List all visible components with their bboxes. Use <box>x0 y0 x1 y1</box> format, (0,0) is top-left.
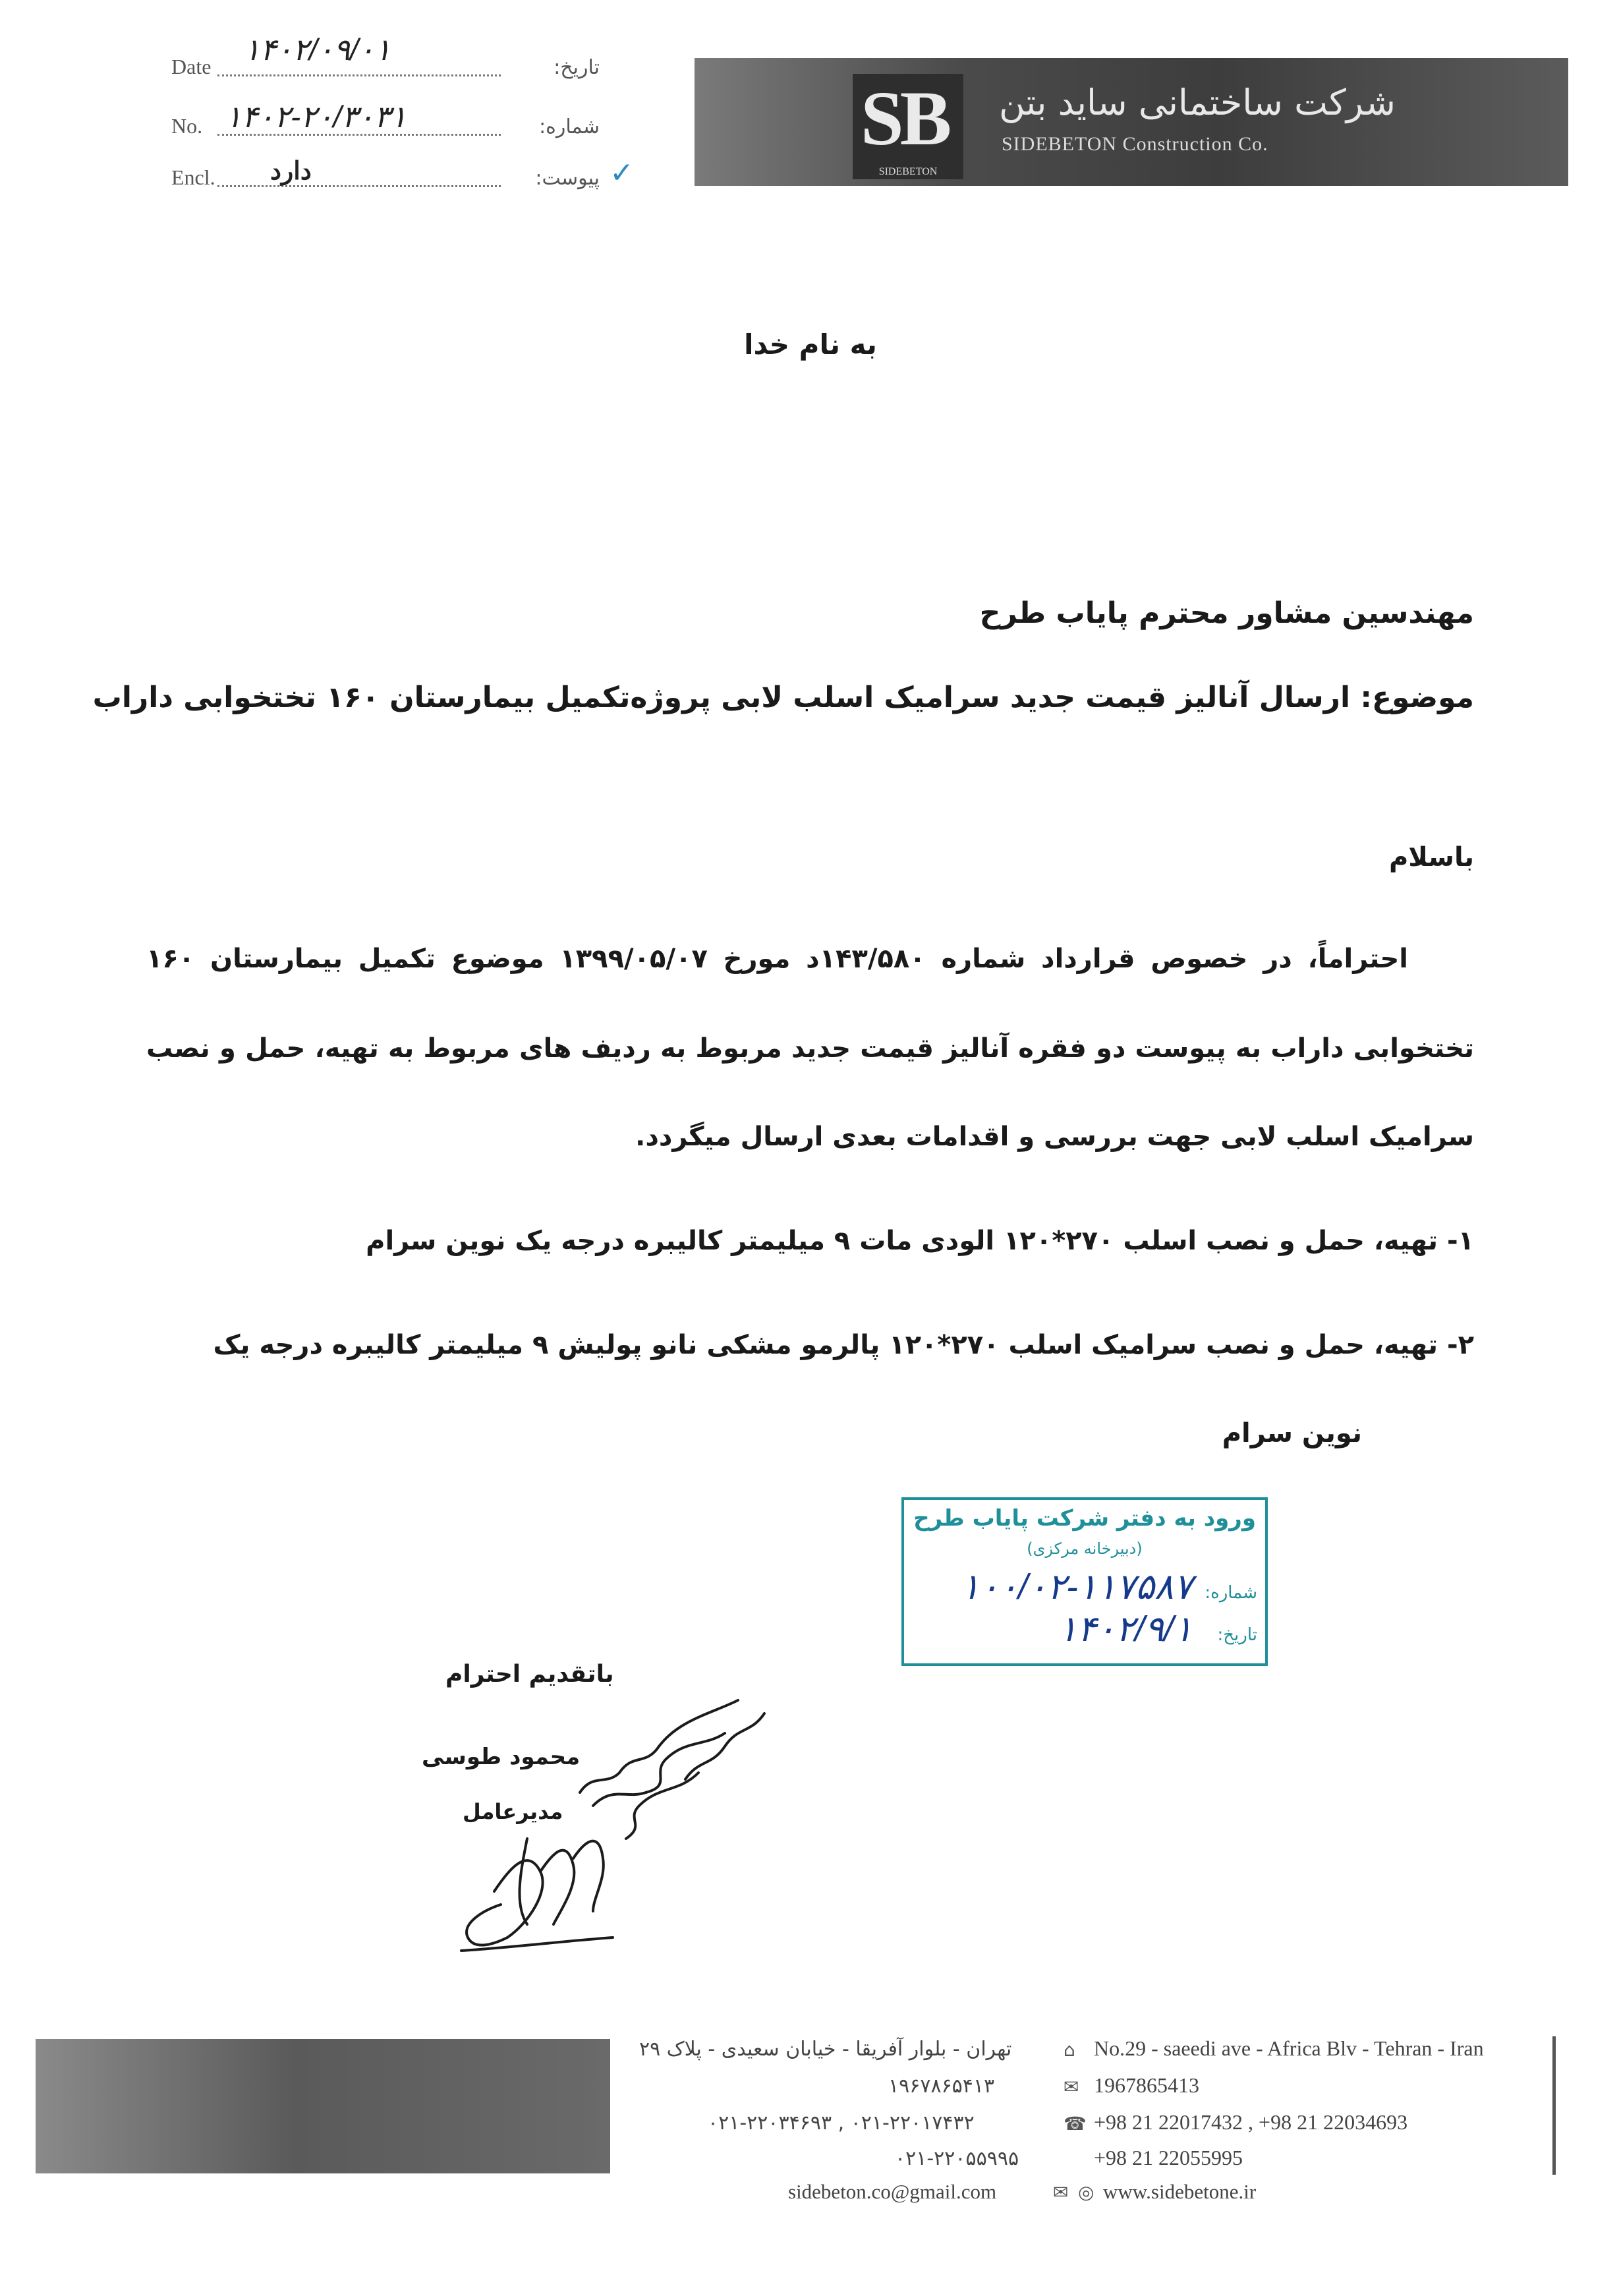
meta-encl-row <box>171 149 634 195</box>
subject-line: موضوع: ارسال آنالیز قیمت جدید سرامیک اسلب لابی پروژه‌تکمیل بیمارستان ۱۶۰ تختخوابی داراب <box>92 681 1474 714</box>
handwritten-signature <box>395 1674 857 1990</box>
greeting: باسلام <box>1388 842 1474 873</box>
globe-icon: ◎ <box>1078 2181 1094 2203</box>
footer-divider <box>1552 2036 1556 2175</box>
encl-value: دارد <box>270 158 312 185</box>
email-icon: ✉ <box>1053 2181 1069 2203</box>
recipient-line: مهندسین مشاور محترم پایاب طرح <box>979 596 1474 630</box>
meta-date-row <box>171 32 600 84</box>
footer-fax-en: +98 21 22055995 <box>1094 2146 1243 2169</box>
checkmark-icon: ✓ <box>610 156 634 190</box>
postal-icon: ✉ <box>1064 2076 1079 2098</box>
footer-fax-fa: ۰۲۱-۲۲۰۵۵۹۹۵ <box>895 2147 1019 2170</box>
number-label-fa: شماره: <box>539 115 600 138</box>
stamp-subtitle: (دبیرخانه مرکزی) <box>1027 1539 1143 1558</box>
encl-dotted-line <box>217 185 501 187</box>
date-label-en: Date <box>171 55 212 78</box>
stamp-number-label: شماره: <box>1205 1583 1257 1603</box>
building-icon: ⌂ <box>1064 2039 1075 2061</box>
company-name-en: SIDEBETON Construction Co. <box>1002 133 1268 155</box>
number-label-en: No. <box>171 114 203 138</box>
letterhead-banner <box>695 58 1568 186</box>
list-item-2: ۲- تهیه، حمل و نصب سرامیک اسلب ۲۷۰*۱۲۰ پالرمو مشکی نانو پولیش ۹ میلیمتر کالیبره درجه یک <box>213 1330 1474 1360</box>
stamp-number-value: ۱۰۰/۰۲-۱۱۷۵۸۷ <box>960 1567 1193 1607</box>
date-dotted-line <box>217 74 501 76</box>
company-logo <box>853 74 963 179</box>
footer-banner <box>36 2039 610 2173</box>
company-name-fa: شرکت ساختمانی ساید بتن <box>999 82 1396 123</box>
footer-address-fa: تهران - بلوار آفریقا - خیابان سعیدی - پلاک ۲۹ <box>639 2038 1012 2061</box>
receipt-stamp <box>901 1497 1268 1666</box>
phone-icon: ☎ <box>1064 2113 1087 2135</box>
logo-caption: SIDEBETON <box>878 166 938 177</box>
list-item-2-continuation: نوین سرام <box>1222 1418 1362 1449</box>
signer-name: محمود طوسی <box>422 1744 581 1770</box>
footer-postal-en: 1967865413 <box>1094 2073 1199 2097</box>
body-paragraph-line-3: سرامیک اسلب لابی جهت بررسی و اقدامات بعدی ارسال میگردد. <box>635 1122 1474 1152</box>
stamp-date-value: ۱۴۰۲/۹/۱ <box>1058 1609 1193 1649</box>
list-item-1: ۱- تهیه، حمل و نصب اسلب ۲۷۰*۱۲۰ الودی مات ۹ میلیمتر کالیبره درجه یک نوین سرام <box>366 1226 1474 1256</box>
footer-website[interactable]: www.sidebetone.ir <box>1103 2180 1257 2203</box>
date-value: ۱۴۰۲/۰۹/۰۱ <box>244 32 391 67</box>
number-value: ۱۴۰۲-۲۰/۳۰۳۱ <box>225 100 407 134</box>
footer-phone-en: +98 21 22017432 , +98 21 22034693 <box>1094 2110 1408 2134</box>
date-label-fa: تاریخ: <box>554 56 600 79</box>
meta-number-row <box>171 98 600 144</box>
footer-address-en: No.29 - saeedi ave - Africa Blv - Tehran - Iran <box>1094 2036 1484 2060</box>
footer-postal-fa: ۱۹۶۷۸۶۵۴۱۳ <box>888 2075 995 2098</box>
footer-phone-fa: ۰۲۱-۲۲۰۱۷۴۳۲ , ۰۲۱-۲۲۰۳۴۶۹۳ <box>708 2111 975 2135</box>
logo-mark: SB <box>861 75 948 161</box>
signer-role: مدیرعامل <box>463 1799 563 1824</box>
stamp-date-label: تاریخ: <box>1217 1625 1257 1645</box>
bismillah-heading: به نام خدا <box>744 328 877 360</box>
encl-label-en: Encl. <box>171 165 215 189</box>
body-paragraph-line-1: احتراماً، در خصوص قرارداد شماره ۱۴۳/۵۸۰د مورخ ۱۳۹۹/۰۵/۰۷ موضوع تکمیل بیمارستان ۱۶۰ <box>146 944 1409 974</box>
footer-email[interactable]: sidebeton.co@gmail.com <box>788 2180 997 2203</box>
encl-label-fa: پیوست: <box>535 167 600 190</box>
stamp-title: ورود به دفتر شرکت پایاب طرح <box>913 1505 1256 1532</box>
body-paragraph-line-2: تختخوابی داراب به پیوست دو فقره آنالیز قیمت جدید مربوط به ردیف های مربوط به تهیه، حمل و نصب <box>146 1033 1474 1064</box>
closing-text: باتقدیم احترام <box>445 1661 614 1688</box>
